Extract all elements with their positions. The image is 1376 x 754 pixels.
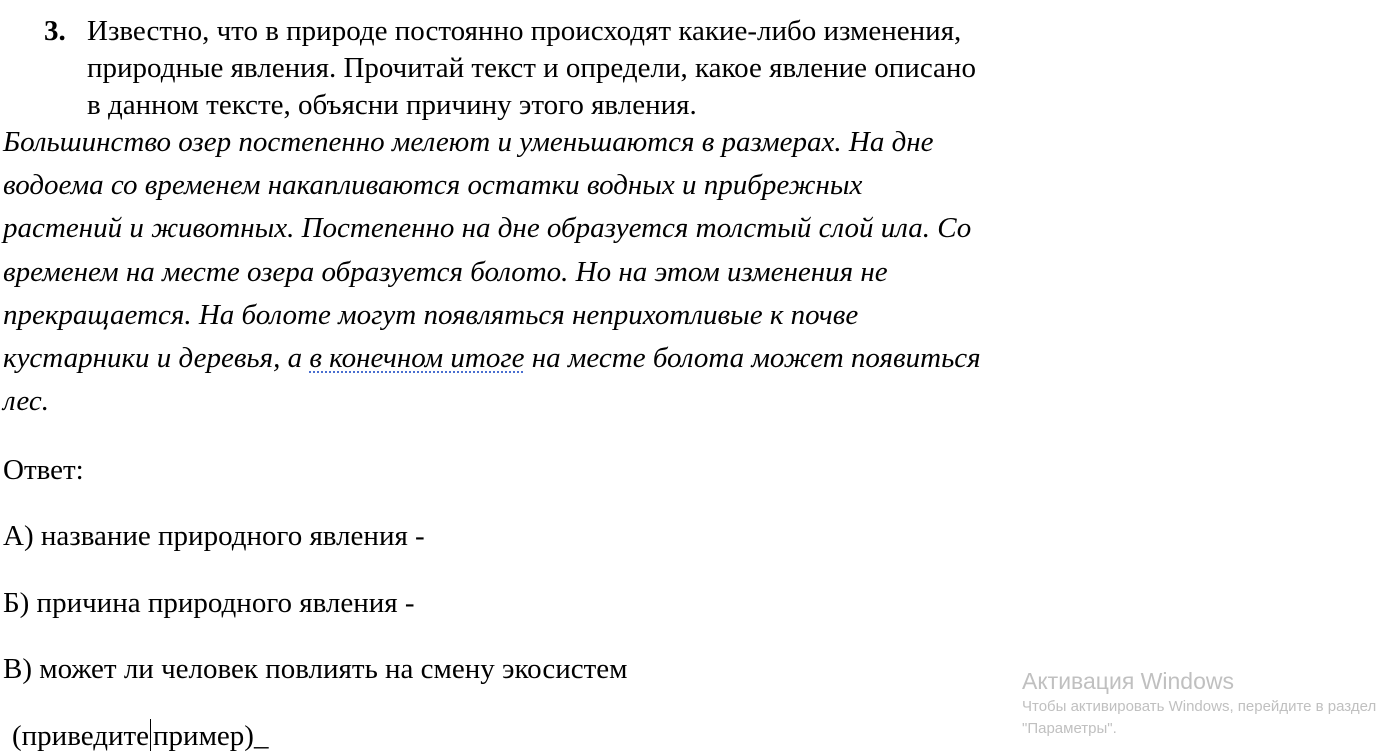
passage-line: растений и животных. Постепенно на дне образуется толстый слой ила. Со <box>3 212 972 245</box>
passage-line: прекращается. На болоте могут появляться неприхотливые к почве <box>3 298 859 331</box>
answer-b: Б) причина природного явления - <box>3 587 415 619</box>
text-cursor <box>150 719 151 751</box>
question-line: Известно, что в природе постоянно происходят какие-либо изменения, <box>87 15 962 47</box>
question-block <box>44 13 1114 124</box>
answer-d[interactable] <box>12 718 268 754</box>
question-text <box>87 13 1107 124</box>
passage-fragment: кустарники и деревья, а <box>3 342 310 375</box>
passage-line: водоема со временем накапливаются остатки водных и прибрежных <box>3 169 863 202</box>
passage-fragment: на месте болота может появиться <box>524 342 981 375</box>
question-number: 3. <box>44 15 66 47</box>
question-line: в данном тексте, объясни причину этого явления. <box>87 89 697 121</box>
answer-heading: Ответ: <box>3 454 84 486</box>
question-line: природные явления. Прочитай текст и определи, какое явление описано <box>87 52 976 84</box>
watermark-line: "Параметры". <box>1022 720 1117 737</box>
watermark-title: Активация Windows <box>1022 668 1234 694</box>
answer-d-text: пример)_ <box>153 720 269 752</box>
answer-c: В) может ли человек повлиять на смену экосистем <box>3 653 628 685</box>
windows-activation-watermark <box>1022 666 1376 740</box>
answer-d-text: (приведите <box>12 720 150 752</box>
passage-text <box>3 121 1118 423</box>
answer-a: А) название природного явления - <box>3 520 425 552</box>
passage-line: Большинство озер постепенно мелеют и уменьшаются в размерах. На дне <box>3 126 934 158</box>
passage-line: временем на месте озера образуется болото. Но на этом изменения не <box>3 255 888 288</box>
passage-line <box>3 337 1118 380</box>
watermark-line: Чтобы активировать Windows, перейдите в раздел <box>1022 698 1376 715</box>
grammar-marked-phrase[interactable]: в конечном итоге <box>309 342 525 375</box>
passage-line: лес. <box>3 385 49 418</box>
